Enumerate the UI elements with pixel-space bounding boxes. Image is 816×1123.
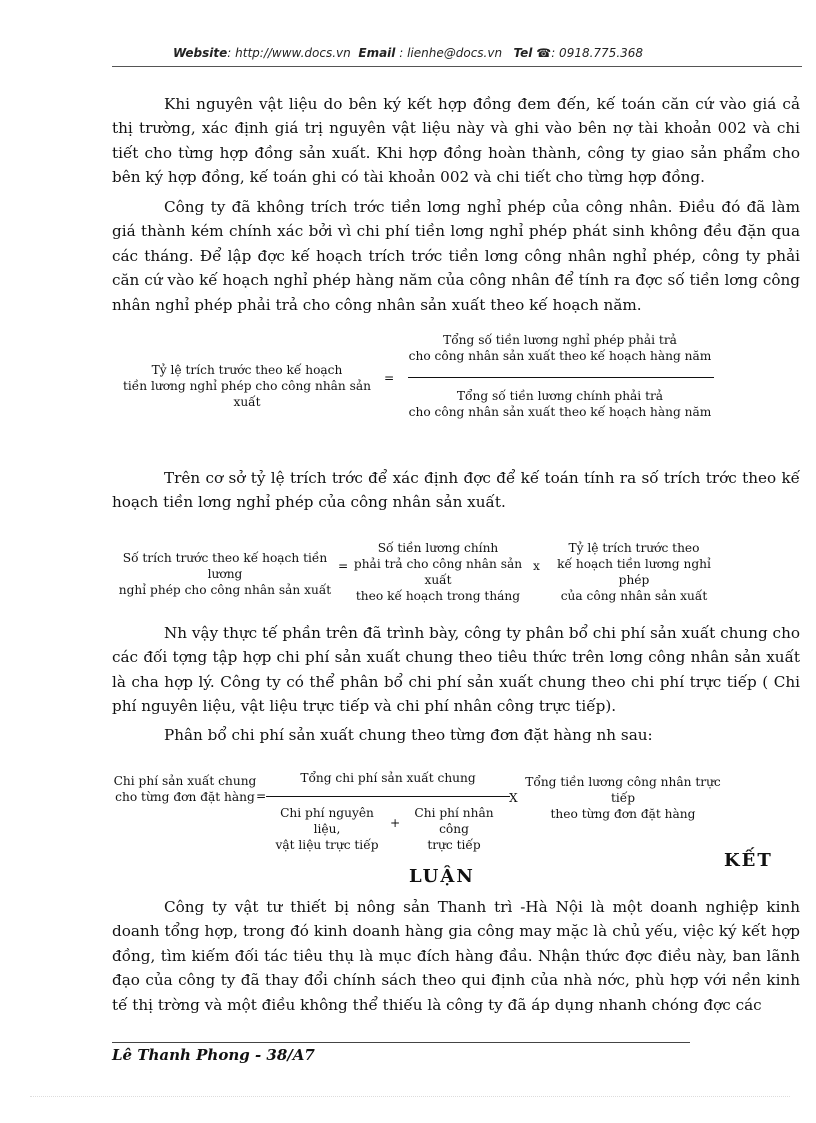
formula3-equals: =	[256, 789, 267, 803]
formula1-denominator-line2: cho công nhân sản xuất theo kế hoạch hàng năm	[408, 405, 712, 419]
formula2-right-line3: của công nhân sản xuất	[560, 589, 708, 603]
phone-icon: ☎	[536, 46, 552, 60]
formula3-denominator-a-line1: Chi phí nguyên liệu,	[280, 806, 374, 836]
formula3-left-line1: Chi phí sản xuất chung	[113, 774, 257, 788]
tel-value: : 0918.775.368	[551, 46, 644, 60]
formula1-denominator-line1: Tổng số tiền lương chính phải trả	[456, 389, 664, 403]
paragraph-1: Khi nguyên vật liệu do bên ký kết hợp đồng đem đến, kế toán căn cứ vào giá cả thị trường, xác định giá trị nguyên vật liệu này và ghi vào bên nợ tài khoản 002 và chi tiết cho từng hợp đồng sản xuất. Khi hợp đồng hoàn thành, công ty giao sản phẩm cho bên ký hợp đồng, kế toán ghi có tài khoản 002 và chi tiết cho từng hợp đồng.	[112, 95, 800, 187]
formula1-numerator-line2: cho công nhân sản xuất theo kế hoạch hàng năm	[408, 349, 712, 363]
paragraph-4: Nh vậy thực tế phần trên đã trình bày, công ty phân bổ chi phí sản xuất chung cho các đối tợng tập hợp chi phí sản xuất chung theo tiêu thức trên lơng công nhân sản xuất là cha hợp lý. Công ty có thể phân bổ chi phí sản xuất chung theo chi phí trực tiếp ( Chi phí nguyên liệu, vật liệu trực tiếp và chi phí nhân công trực tiếp).	[112, 624, 800, 716]
formula2-left-line2: nghỉ phép cho công nhân sản xuất	[118, 583, 332, 597]
formula3-numerator: Tổng chi phí sản xuất chung	[300, 771, 476, 785]
formula3-plus: +	[390, 816, 401, 830]
section-title-part1: KẾT	[724, 850, 773, 871]
paragraph-6: Công ty vật tư thiết bị nông sản Thanh trì -Hà Nội là một doanh nghiệp kinh doanh tổng hợp, trong đó kinh doanh hàng gia công may mặc là chủ yếu, việc ký kết hợp đồng, tìm kiếm đối tác tiêu thụ là mục đích hàng đầu. Nhận thức đợc điều này, ban lãnh đạo của công ty đã thay đổi chính sách theo qui định của nhà nớc, phù hợp với nền kinh tế thị trờng và một điều không thể thiếu là công ty đã áp dụng nhanh chóng đợc các	[112, 898, 800, 1014]
formula3-times: X	[509, 791, 518, 805]
formula2-middle-line3: theo kế hoạch trong tháng	[355, 589, 521, 603]
formula3-fraction-bar	[266, 796, 510, 797]
formula1-left-line1: Tỷ lệ trích trước theo kế hoạch	[151, 363, 343, 377]
formula3-left-line2: cho từng đơn đặt hàng	[115, 790, 255, 804]
formula2-equals: =	[338, 559, 349, 573]
tel-label: Tel	[513, 46, 533, 60]
website-value: : http://www.docs.vn	[227, 46, 351, 60]
formula3-denominator-a-line2: vật liệu trực tiếp	[275, 838, 379, 852]
formula3-right-line1: Tổng tiền lương công nhân trực tiếp	[525, 775, 721, 805]
email-label: Email	[358, 46, 396, 60]
header-divider	[112, 66, 802, 67]
formula2-right-line1: Tỷ lệ trích trước theo	[568, 541, 700, 555]
formula2-right-line2: kế hoạch tiền lương nghỉ phép	[557, 557, 711, 587]
formula2-middle-line2: phải trả cho công nhân sản xuất	[353, 557, 523, 587]
footer-divider	[112, 1042, 690, 1043]
paragraph-2: Công ty đã không trích trớc tiền lơng nghỉ phép của công nhân. Điều đó đã làm giá thành kém chính xác bởi vì chi phí tiền lơng nghỉ phép phát sinh không đều đặn qua các tháng. Để lập đợc kế hoạch trích trớc tiền lơng công nhân nghỉ phép, công ty phải căn cứ vào kế hoạch nghỉ phép hàng năm của công nhân để tính ra đợc số tiền lơng công nhân nghỉ phép phải trả cho công nhân sản xuất theo kế hoạch năm.	[112, 198, 800, 314]
footer-author: Lê Thanh Phong - 38/A7	[112, 1046, 315, 1064]
paragraph-3: Trên cơ sở tỷ lệ trích trớc để xác định đợc để kế toán tính ra số trích trớc theo kế hoạch tiền lơng nghỉ phép của công nhân sản xuất.	[112, 469, 800, 512]
paragraph-5: Phân bổ chi phí sản xuất chung theo từng đơn đặt hàng nh sau:	[164, 726, 653, 744]
formula3-denominator-b-line2: trực tiếp	[427, 838, 481, 852]
formula2-middle-line1: Số tiền lương chính	[377, 541, 499, 555]
formula1-equals: =	[384, 371, 395, 385]
formula2-left-line1: Số trích trước theo kế hoạch tiền lương	[122, 551, 328, 581]
page-header	[0, 46, 816, 60]
website-label: Website	[172, 46, 228, 60]
formula1-fraction-bar	[408, 377, 714, 378]
formula3-denominator-b-line1: Chi phí nhân công	[414, 806, 494, 836]
formula1-numerator-line1: Tổng số tiền lương nghỉ phép phải trả	[443, 333, 677, 347]
page-bottom-dotted-line	[30, 1096, 790, 1097]
email-value: : lienhe@docs.vn	[399, 46, 503, 60]
formula2-times: x	[533, 559, 540, 573]
section-title-part2: LUẬN	[409, 866, 475, 887]
formula1-left-line2: tiền lương nghỉ phép cho công nhân sản xuất	[122, 379, 372, 409]
formula3-right-line2: theo từng đơn đặt hàng	[550, 807, 696, 821]
